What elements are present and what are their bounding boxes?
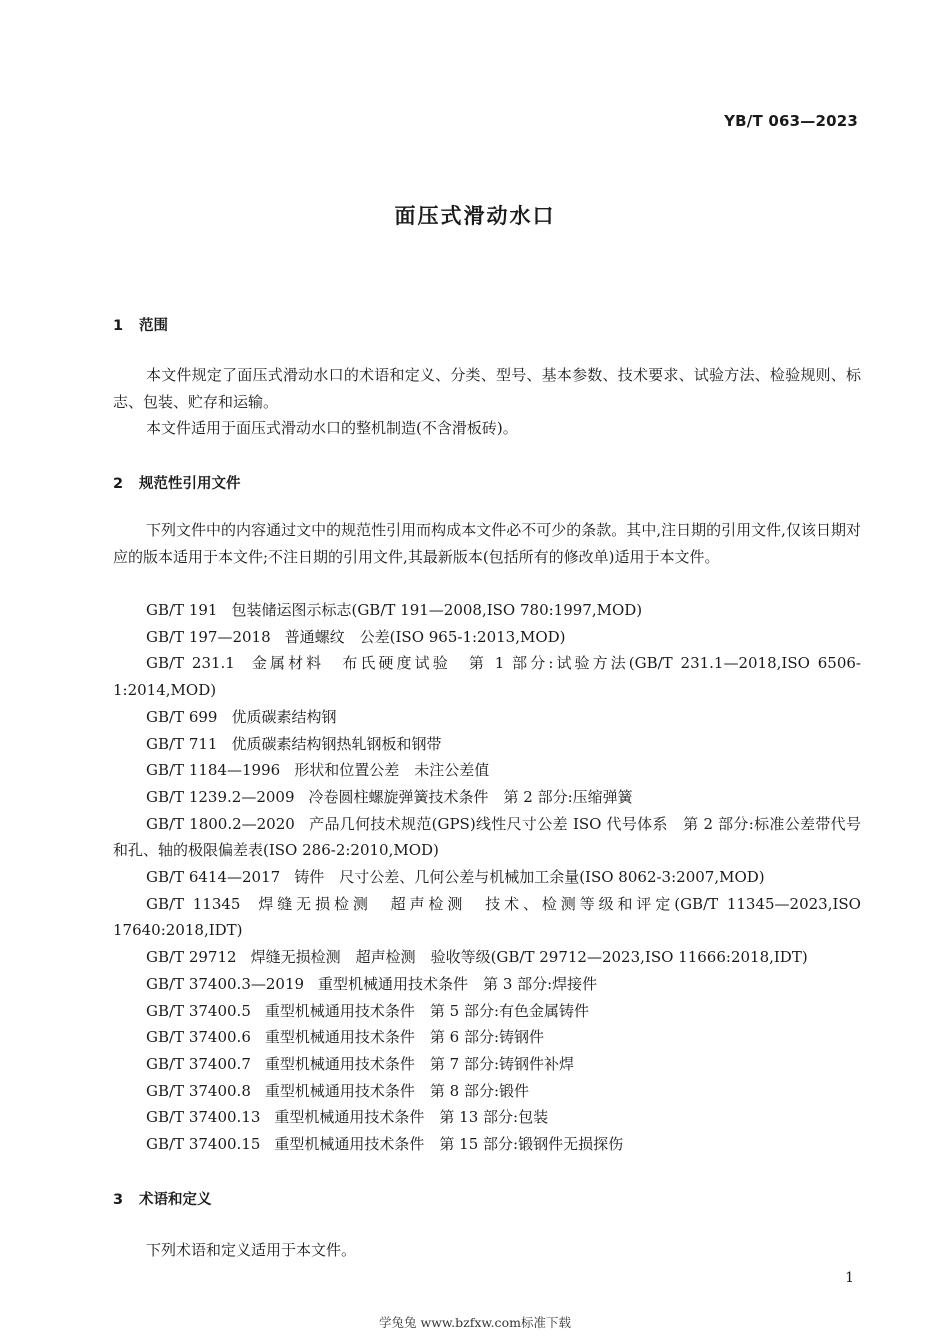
reference-code: GB/T 191	[146, 601, 218, 619]
reference-title: 重型机械通用技术条件 第 8 部分:锻件	[264, 1081, 530, 1100]
reference-code: GB/T 37400.8	[146, 1081, 251, 1100]
reference-code: GB/T 1184—1996	[146, 761, 281, 780]
reference-title: 金属材料 布氏硬度试验 第 1 部分:试验方法(GB/T 231.1—2018,ISO 6506-1:2014,MOD)	[113, 654, 861, 700]
reference-title: 铸件 尺寸公差、几何公差与机械加工余量(ISO 8062-3:2007,MOD)	[294, 868, 765, 887]
reference-code: GB/T 711	[146, 734, 218, 753]
reference-title: 包装储运图示标志(GB/T 191—2008,ISO 780:1997,MOD)	[231, 601, 643, 619]
reference-item	[113, 891, 861, 944]
reference-item	[113, 784, 861, 811]
reference-item	[113, 998, 861, 1025]
scope-paragraph-2: 本文件适用于面压式滑动水口的整机制造(不含滑板砖)。	[146, 419, 518, 437]
document-title: 面压式滑动水口	[394, 204, 556, 228]
reference-code: GB/T 37400.5	[146, 1001, 251, 1020]
scope-paragraph-1: 本文件规定了面压式滑动水口的术语和定义、分类、型号、基本参数、技术要求、试验方法、检验规则、标志、包装、贮存和运输。	[113, 366, 861, 411]
section-heading-terms-definitions	[113, 1188, 212, 1209]
reference-code: GB/T 37400.13	[146, 1108, 261, 1127]
section-number: 3	[113, 1192, 124, 1208]
reference-code: GB/T 37400.6	[146, 1028, 251, 1047]
reference-list	[113, 597, 861, 1158]
reference-item	[113, 704, 861, 731]
reference-code: GB/T 29712	[146, 948, 237, 967]
reference-item	[113, 944, 861, 971]
section-number: 1	[113, 318, 124, 334]
reference-code: GB/T 231.1	[146, 654, 235, 673]
terms-intro-paragraph: 下列术语和定义适用于本文件。	[146, 1241, 357, 1259]
reference-title: 重型机械通用技术条件 第 15 部分:锻钢件无损探伤	[274, 1135, 624, 1154]
reference-title: 焊缝无损检测 超声检测 技术、检测等级和评定(GB/T 11345—2023,ISO 17640:2018,IDT)	[113, 894, 861, 940]
reference-item	[113, 1078, 861, 1105]
page-number: 1	[845, 1270, 854, 1286]
reference-code: GB/T 1800.2—2020	[146, 814, 295, 833]
reference-item	[113, 1131, 861, 1158]
reference-code: GB/T 11345	[146, 894, 241, 913]
section-heading-scope	[113, 314, 168, 335]
reference-code: GB/T 699	[146, 707, 218, 726]
reference-code: GB/T 37400.3—2019	[146, 974, 305, 993]
reference-title: 重型机械通用技术条件 第 7 部分:铸钢件补焊	[264, 1054, 575, 1073]
section-title: 规范性引用文件	[139, 476, 241, 492]
reference-code: GB/T 6414—2017	[146, 868, 281, 887]
reference-title: 产品几何技术规范(GPS)线性尺寸公差 ISO 代号体系 第 2 部分:标准公差带代号和孔、轴的极限偏差表(ISO 286-2:2010,MOD)	[113, 814, 861, 860]
reference-code: GB/T 37400.7	[146, 1054, 251, 1073]
reference-title: 普通螺纹 公差(ISO 965-1:2013,MOD)	[284, 627, 566, 646]
reference-item	[113, 731, 861, 758]
reference-item	[113, 597, 861, 624]
reference-item	[113, 864, 861, 891]
reference-item	[113, 1104, 861, 1131]
reference-item	[113, 624, 861, 651]
reference-item	[113, 1024, 861, 1051]
reference-title: 优质碳素结构钢热轧钢板和钢带	[231, 734, 442, 753]
references-intro-paragraph: 下列文件中的内容通过文中的规范性引用而构成本文件必不可少的条款。其中,注日期的引用文件,仅该日期对应的版本适用于本文件;不注日期的引用文件,其最新版本(包括所有的修改单)适用于本文件。	[113, 521, 861, 566]
reference-item	[113, 811, 861, 864]
reference-item	[113, 650, 861, 703]
reference-title: 冷卷圆柱螺旋弹簧技术条件 第 2 部分:压缩弹簧	[308, 787, 633, 806]
reference-item	[113, 971, 861, 998]
reference-title: 优质碳素结构钢	[231, 707, 337, 726]
section-number: 2	[113, 476, 124, 492]
reference-code: GB/T 37400.15	[146, 1135, 261, 1154]
section-title: 术语和定义	[139, 1192, 212, 1208]
reference-title: 重型机械通用技术条件 第 3 部分:焊接件	[318, 974, 598, 993]
section-title: 范围	[139, 318, 168, 334]
standard-code: YB/T 063—2023	[724, 112, 858, 130]
reference-title: 焊缝无损检测 超声检测 验收等级(GB/T 29712—2023,ISO 11666:2018,IDT)	[250, 948, 808, 967]
watermark-footer: 学兔兔 www.bzfxw.com标准下载	[379, 1315, 571, 1330]
reference-title: 重型机械通用技术条件 第 6 部分:铸钢件	[264, 1028, 545, 1047]
reference-item	[113, 1051, 861, 1078]
reference-title: 重型机械通用技术条件 第 5 部分:有色金属铸件	[264, 1001, 590, 1020]
reference-code: GB/T 1239.2—2009	[146, 787, 295, 806]
reference-title: 重型机械通用技术条件 第 13 部分:包装	[274, 1108, 549, 1127]
reference-item	[113, 757, 861, 784]
section-heading-normative-references	[113, 472, 241, 493]
reference-title: 形状和位置公差 未注公差值	[294, 761, 490, 780]
reference-code: GB/T 197—2018	[146, 627, 271, 646]
